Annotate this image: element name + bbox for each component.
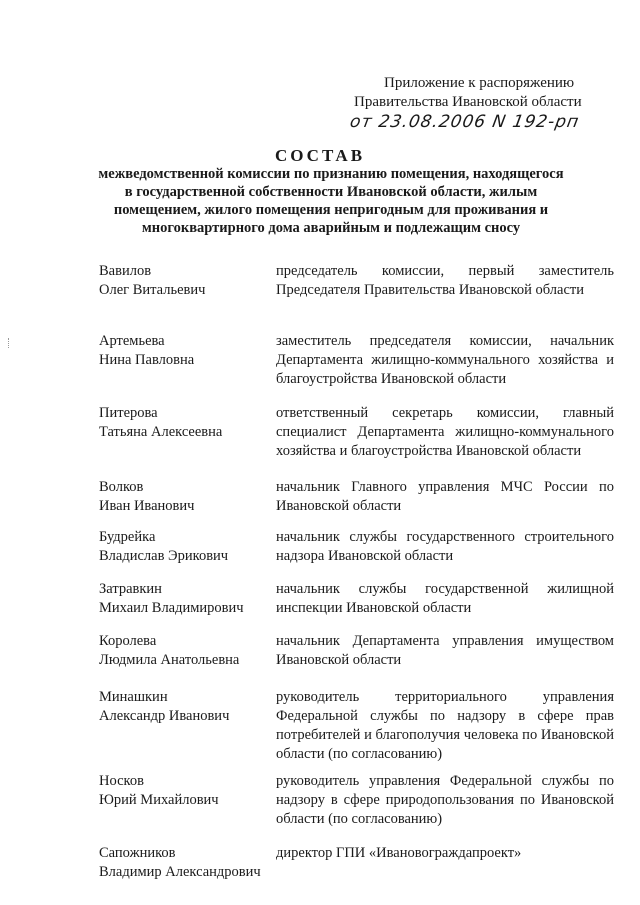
member-row <box>99 632 614 688</box>
member-surname: Минашкин <box>99 689 168 705</box>
member-role: начальник службы государственной жилищной инспекции Ивановской области <box>276 581 614 616</box>
member-row <box>99 772 614 844</box>
appendix-line-1: Приложение к распоряжению <box>384 75 575 91</box>
member-given-name: Александр Иванович <box>99 708 230 724</box>
member-given-name: Владимир Александрович <box>99 864 261 880</box>
member-name <box>99 632 276 688</box>
member-given-name: Олег Витальевич <box>99 282 206 298</box>
member-name <box>99 688 276 772</box>
member-role: заместитель председателя комиссии, начальник Департамента жилищно-коммунального хозяйства и благоустройства Ивановской области <box>276 333 614 387</box>
member-surname: Вавилов <box>99 263 152 279</box>
member-role: начальник Главного управления МЧС России по Ивановской области <box>276 479 614 514</box>
member-role: председатель комиссии, первый заместитель Председателя Правительства Ивановской области <box>276 263 614 298</box>
member-row <box>99 688 614 772</box>
document-title: СОСТАВ <box>274 146 366 165</box>
member-name <box>99 404 276 478</box>
members-list <box>99 262 614 884</box>
member-role: директор ГПИ «Ивановограждапроект» <box>276 845 522 861</box>
member-row <box>99 262 614 332</box>
member-surname: Питерова <box>99 405 158 421</box>
member-row <box>99 580 614 632</box>
member-role: руководитель управления Федеральной службы по надзору в сфере природопользования по Ивановской области (по согласованию) <box>276 773 614 827</box>
member-role: ответственный секретарь комиссии, главный специалист Департамента жилищно-коммунального хозяйства и благоустройства Ивановской области <box>276 405 614 459</box>
member-name <box>99 528 276 580</box>
margin-mark <box>8 338 11 348</box>
member-row <box>99 332 614 404</box>
member-given-name: Иван Иванович <box>99 498 195 514</box>
member-surname: Носков <box>99 773 144 789</box>
member-role: начальник службы государственного строительного надзора Ивановской области <box>276 529 614 564</box>
member-role: руководитель территориального управления Федеральной службы по надзору в сфере прав потребителей и благополучия человека по Ивановской области (по согласованию) <box>276 689 614 762</box>
member-surname: Королева <box>99 633 157 649</box>
member-name <box>99 332 276 404</box>
member-row <box>99 528 614 580</box>
member-row <box>99 404 614 478</box>
member-given-name: Нина Павловна <box>99 352 195 368</box>
member-row <box>99 844 614 884</box>
appendix-header <box>350 74 620 132</box>
member-name <box>99 262 276 332</box>
member-given-name: Татьяна Алексеевна <box>99 424 223 440</box>
member-row <box>99 478 614 528</box>
member-role: начальник Департамента управления имуществом Ивановской области <box>276 633 614 668</box>
member-surname: Сапожников <box>99 845 176 861</box>
member-given-name: Юрий Михайлович <box>99 792 219 808</box>
member-surname: Артемьева <box>99 333 165 349</box>
member-name <box>99 580 276 632</box>
member-given-name: Владислав Эрикович <box>99 548 229 564</box>
appendix-line-2: Правительства Ивановской области <box>354 94 582 110</box>
member-surname: Будрейка <box>99 529 156 545</box>
document-subtitle: межведомственной комиссии по признанию помещения, находящегося в государственной собственности Ивановской области, жилым помещением, жилого помещения непригодным для проживания и многоквартирного дома аварийным и подлежащим сносу <box>98 166 564 236</box>
member-surname: Затравкин <box>99 581 162 597</box>
member-given-name: Михаил Владимирович <box>99 600 244 616</box>
member-name <box>99 844 276 884</box>
handwritten-date: от 23.08.2006 N 192-рп <box>348 112 581 132</box>
member-name <box>99 772 276 844</box>
member-name <box>99 478 276 528</box>
member-given-name: Людмила Анатольевна <box>99 652 240 668</box>
member-surname: Волков <box>99 479 144 495</box>
